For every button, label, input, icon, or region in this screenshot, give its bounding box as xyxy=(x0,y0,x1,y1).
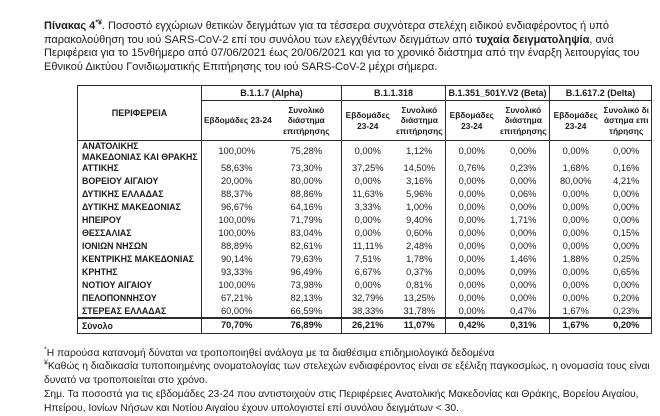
caption-text-2: , ανά Περιφέρεια για το 15νθήμερο από 07/06/2021 έως 20/06/2021 και για το χρονικό διάστημα από την έναρξη λειτουργίας του Εθνικού Δικτύου Γονιδιωματικής Επιτήρησης του ιού SARS-CoV-2 μέχρι σήμερα. xyxy=(44,33,640,73)
value-cell: 11,63% xyxy=(342,188,394,201)
table-row xyxy=(78,279,652,292)
value-cell: 1,46% xyxy=(510,254,537,265)
value-cell: 0,00% xyxy=(550,214,602,227)
value-cell: 11,07% xyxy=(394,318,446,333)
value-cell: 0,00% xyxy=(613,146,640,157)
table-caption-label: Πίνακας 4*¥ xyxy=(44,19,102,32)
value-cell: 0,00% xyxy=(613,241,640,252)
value-cell: 88,89% xyxy=(220,241,253,252)
subheader-alpha-weeks: Εβδομάδες 23-24 xyxy=(202,101,272,141)
region-cell: ΚΕΝΤΡΙΚΗΣ ΜΑΚΕΔΟΝΙΑΣ xyxy=(78,253,202,266)
value-cell: 32,79% xyxy=(342,292,394,305)
value-cell: 9,40% xyxy=(406,215,433,226)
region-cell: ΔΥΤΙΚΗΣ ΜΑΚΕΔΟΝΙΑΣ xyxy=(78,201,202,214)
value-cell: 0,00% xyxy=(446,201,498,214)
value-cell: 6,67% xyxy=(342,266,394,279)
value-cell: 80,00% xyxy=(290,176,323,187)
region-cell: Σύνολο xyxy=(78,318,202,333)
value-cell: 0,00% xyxy=(550,240,602,253)
value-cell: 1,00% xyxy=(406,202,433,213)
region-cell: ΑΝΑΤΟΛΙΚΗΣ ΜΑΚΕΔΟΝΙΑΣ ΚΑΙ ΘΡΑΚΗΣ xyxy=(78,141,202,162)
value-cell: 0,00% xyxy=(510,202,537,213)
value-cell: 0,00% xyxy=(446,253,498,266)
value-cell: 0,81% xyxy=(406,280,433,291)
table-row xyxy=(78,292,652,305)
value-cell: 0,00% xyxy=(446,266,498,279)
region-cell: ΗΠΕΙΡΟΥ xyxy=(78,214,202,227)
value-cell: 88,37% xyxy=(220,189,253,200)
value-cell: 75,28% xyxy=(290,146,323,157)
value-cell: 0,00% xyxy=(342,214,394,227)
value-cell: 0,00% xyxy=(510,293,537,304)
subheader-beta-total: Συνολικό διάστημα επιτήρησης xyxy=(498,101,550,141)
value-cell: 70,70% xyxy=(202,318,272,333)
value-cell: 0,00% xyxy=(613,215,640,226)
value-cell: 100,00% xyxy=(218,215,256,226)
value-cell: 0,42% xyxy=(446,318,498,333)
value-cell: 1,67% xyxy=(550,305,602,318)
region-cell: ΚΡΗΤΗΣ xyxy=(78,266,202,279)
value-cell: 31,78% xyxy=(403,305,436,316)
value-cell: 82,61% xyxy=(290,241,323,252)
region-cell: ΝΟΤΙΟΥ ΑΙΓΑΙΟΥ xyxy=(78,279,202,292)
value-cell: 0,00% xyxy=(446,292,498,305)
value-cell: 90,14% xyxy=(220,254,253,265)
value-cell: 0,60% xyxy=(406,228,433,239)
table-row xyxy=(78,175,652,188)
region-cell: ΘΕΣΣΑΛΙΑΣ xyxy=(78,227,202,240)
value-cell: 0,00% xyxy=(550,266,602,279)
value-cell: 0,47% xyxy=(510,305,537,316)
value-cell: 67,21% xyxy=(220,293,253,304)
table-row xyxy=(78,188,652,201)
value-cell: 0,00% xyxy=(510,146,537,157)
region-cell: ΑΤΤΙΚΗΣ xyxy=(78,162,202,175)
value-cell: 66,59% xyxy=(290,305,323,316)
value-cell: 0,31% xyxy=(498,318,550,333)
table-row xyxy=(78,240,652,253)
value-cell: 38,33% xyxy=(342,305,394,318)
footnote-marker: * xyxy=(44,346,47,354)
value-cell: 0,00% xyxy=(446,305,498,318)
value-cell: 13,25% xyxy=(403,293,436,304)
value-cell: 0,00% xyxy=(446,240,498,253)
value-cell: 0,00% xyxy=(613,280,640,291)
value-cell: 64,16% xyxy=(290,202,323,213)
value-cell: 0,00% xyxy=(510,241,537,252)
value-cell: 3,16% xyxy=(406,176,433,187)
value-cell: 0,00% xyxy=(342,175,394,188)
value-cell: 0,23% xyxy=(613,305,640,316)
value-cell: 0,00% xyxy=(446,188,498,201)
value-cell: 76,89% xyxy=(272,318,342,333)
caption-footnote-markers: *¥ xyxy=(95,19,102,27)
value-cell: 0,65% xyxy=(613,267,640,278)
variant-header-alpha: B.1.1.7 (Alpha) xyxy=(202,86,342,101)
value-cell: 0,00% xyxy=(342,141,394,162)
value-cell: 0,00% xyxy=(613,189,640,200)
table-caption xyxy=(44,20,646,74)
value-cell: 0,20% xyxy=(602,318,652,333)
value-cell: 0,09% xyxy=(510,267,537,278)
value-cell: 3,33% xyxy=(342,201,394,214)
footnotes xyxy=(44,347,650,416)
value-cell: 0,00% xyxy=(550,141,602,162)
value-cell: 0,76% xyxy=(446,162,498,175)
variant-percentages-table xyxy=(77,85,652,333)
value-cell: 1,67% xyxy=(550,318,602,333)
value-cell: 0,00% xyxy=(446,141,498,162)
value-cell: 60,00% xyxy=(220,305,253,316)
subheader-beta-weeks: Εβδομάδες 23-24 xyxy=(446,101,498,141)
value-cell: 71,79% xyxy=(290,215,323,226)
value-cell: 1,12% xyxy=(406,146,433,157)
value-cell: 100,00% xyxy=(218,228,256,239)
footnote-marker: ¥ xyxy=(44,360,48,367)
subheader-b11318-weeks: Εβδομάδες 23-24 xyxy=(342,101,394,141)
caption-bold-phrase: τυχαία δειγματοληψία xyxy=(475,33,590,46)
variant-header-row xyxy=(78,86,652,101)
value-cell: 26,21% xyxy=(342,318,394,333)
variant-header-b11318: B.1.1.318 xyxy=(342,86,446,101)
value-cell: 73,98% xyxy=(290,280,323,291)
value-cell: 82,13% xyxy=(290,293,323,304)
value-cell: 1,68% xyxy=(550,162,602,175)
value-cell: 58,63% xyxy=(220,163,253,174)
subheader-delta-total: Συνολικό διάστημα επιτήρησης xyxy=(602,101,652,141)
value-cell: 0,00% xyxy=(342,227,394,240)
value-cell: 11,11% xyxy=(342,240,394,253)
value-cell: 14,50% xyxy=(403,163,436,174)
value-cell: 1,88% xyxy=(550,253,602,266)
value-cell: 96,67% xyxy=(220,202,253,213)
value-cell: 1,71% xyxy=(510,215,537,226)
value-cell: 0,00% xyxy=(446,175,498,188)
value-cell: 0,00% xyxy=(550,227,602,240)
value-cell: 73,30% xyxy=(290,163,323,174)
table-body xyxy=(78,141,652,333)
value-cell: 5,96% xyxy=(406,189,433,200)
region-cell: ΙΟΝΙΩΝ ΝΗΣΩΝ xyxy=(78,240,202,253)
table-row xyxy=(78,162,652,175)
value-cell: 0,16% xyxy=(613,163,640,174)
table-row xyxy=(78,214,652,227)
value-cell: 80,00% xyxy=(550,175,602,188)
table-row xyxy=(78,141,652,162)
footnote-yen: ¥Καθώς η διαδικασία τυποποιημένης ονοματολογίας των στελεχών ενδιαφέροντος είναι σε εξέλιξη παγκοσμίως, η ονομασία τους είναι δυνατό να τροποποιείται στο χρόνο. xyxy=(44,360,650,387)
value-cell: 0,00% xyxy=(550,201,602,214)
subheader-delta-weeks: Εβδομάδες 23-24 xyxy=(550,101,602,141)
footnote-note: Σημ. Τα ποσοστά για τις εβδομάδες 23-24 που αντιστοιχούν στις Περιφέρειες Ανατολικής Μακεδονίας και Θράκης, Βορείου Αιγαίου, Ηπείρου, Ιονίων Νήσων και Νοτίου Αιγαίου έχουν υπολογιστεί επί συνόλου δειγμάτων < 30. xyxy=(44,389,639,414)
value-cell: 100,00% xyxy=(218,146,256,157)
region-cell: ΣΤΕΡΕΑΣ ΕΛΛΑΔΑΣ xyxy=(78,305,202,318)
value-cell: 88,86% xyxy=(290,189,323,200)
value-cell: 0,23% xyxy=(510,163,537,174)
value-cell: 79,63% xyxy=(290,254,323,265)
footnote-asterisk: *Η παρούσα κατανομή δύναται να τροποποιηθεί ανάλογα με τα διαθέσιμα επιδημιολογικά δεδομένα xyxy=(44,346,495,359)
value-cell: 0,00% xyxy=(613,202,640,213)
value-cell: 100,00% xyxy=(218,280,256,291)
value-cell: 93,33% xyxy=(220,267,253,278)
region-cell: ΒΟΡΕΙΟΥ ΑΙΓΑΙΟΥ xyxy=(78,175,202,188)
variant-header-delta: B.1.617.2 (Delta) xyxy=(550,86,652,101)
value-cell: 0,15% xyxy=(613,228,640,239)
value-cell: 96,49% xyxy=(290,267,323,278)
value-cell: 1,78% xyxy=(406,254,433,265)
region-column-header: ΠΕΡΙΦΕΡΕΙΑ xyxy=(78,86,202,141)
value-cell: 0,00% xyxy=(446,279,498,292)
value-cell: 0,00% xyxy=(550,188,602,201)
table-row xyxy=(78,305,652,318)
table-row xyxy=(78,227,652,240)
value-cell: 20,00% xyxy=(220,176,253,187)
value-cell: 0,00% xyxy=(342,279,394,292)
value-cell: 0,00% xyxy=(510,176,537,187)
table-row xyxy=(78,253,652,266)
caption-text-1: . Ποσοστό εγχώριων θετικών δειγμάτων για τα τέσσερα συχνότερα στελέχη ειδικού ενδιαφέροντος ή υπό παρακολούθηση του ιού SARS-CoV-2 επί του συνόλου των ελεγχθέντων δειγμάτων από xyxy=(44,20,609,46)
value-cell: 0,06% xyxy=(510,189,537,200)
region-cell: ΔΥΤΙΚΗΣ ΕΛΛΑΔΑΣ xyxy=(78,188,202,201)
value-cell: 0,20% xyxy=(613,293,640,304)
value-cell: 0,00% xyxy=(510,280,537,291)
value-cell: 4,21% xyxy=(613,176,640,187)
subheader-alpha-total: Συνολικό διάστημα επιτήρησης xyxy=(272,101,342,141)
value-cell: 0,00% xyxy=(550,279,602,292)
value-cell: 0,37% xyxy=(406,267,433,278)
value-cell: 0,00% xyxy=(446,227,498,240)
table-row xyxy=(78,201,652,214)
subheader-b11318-total: Συνολικό διάστημα επιτήρησης xyxy=(394,101,446,141)
total-row xyxy=(78,318,652,333)
value-cell: 0,00% xyxy=(550,292,602,305)
region-cell: ΠΕΛΟΠΟΝΝΗΣΟΥ xyxy=(78,292,202,305)
table-row xyxy=(78,266,652,279)
value-cell: 7,51% xyxy=(342,253,394,266)
variant-header-beta: B.1.351_501Y.V2 (Beta) xyxy=(446,86,550,101)
value-cell: 0,25% xyxy=(613,254,640,265)
value-cell: 37,25% xyxy=(342,162,394,175)
value-cell: 0,00% xyxy=(510,228,537,239)
value-cell: 2,48% xyxy=(406,241,433,252)
value-cell: 0,00% xyxy=(446,214,498,227)
value-cell: 83,04% xyxy=(290,228,323,239)
